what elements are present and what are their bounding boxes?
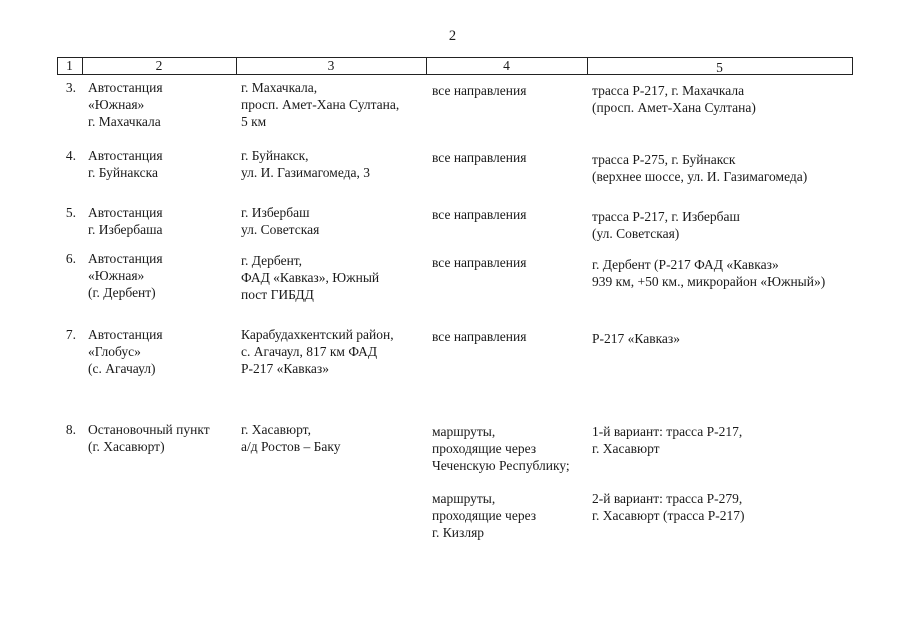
header-cell: 4	[503, 58, 510, 73]
station-name: Остановочный пункт (г. Хасавюрт)	[88, 422, 210, 454]
route-direction: все направления	[432, 207, 527, 222]
row-number: 6.	[65, 251, 76, 266]
station-name: Автостанция «Южная» (г. Дербент)	[88, 251, 163, 300]
route-path: трасса Р-275, г. Буйнакск (верхнее шоссе, ул. И. Газимагомеда)	[592, 152, 808, 184]
page-number: 2	[448, 28, 457, 44]
route-direction: маршруты, проходящие через Чеченскую Республику;	[432, 424, 570, 473]
station-address: г. Дербент, ФАД «Кавказ», Южный пост ГИБДД	[241, 253, 380, 302]
header-cell: 1	[66, 58, 73, 73]
route-path: 1-й вариант: трасса Р-217, г. Хасавюрт	[592, 424, 743, 456]
station-address: г. Избербаш ул. Советская	[241, 205, 320, 237]
row-number: 7.	[65, 327, 76, 342]
route-direction: все направления	[432, 83, 527, 98]
station-address: г. Хасавюрт, а/д Ростов – Баку	[241, 422, 341, 454]
header-cell: 2	[155, 58, 163, 73]
header-cell: 5	[716, 60, 723, 75]
row-number: 5.	[65, 205, 76, 220]
station-address: Карабудахкентский район, с. Агачаул, 817 км ФАД Р-217 «Кавказ»	[241, 327, 394, 376]
station-name: Автостанция г. Избербаша	[88, 205, 163, 237]
station-address: г. Махачкала, просп. Амет-Хана Султана, 5 км	[241, 80, 400, 129]
row-number: 4.	[65, 148, 76, 163]
route-direction: все направления	[432, 329, 527, 344]
route-path: трасса Р-217, г. Избербаш (ул. Советская)	[592, 209, 740, 241]
route-direction: все направления	[432, 150, 527, 165]
row-number: 8.	[65, 422, 76, 437]
station-name: Автостанция г. Буйнакска	[88, 148, 163, 180]
station-address: г. Буйнакск, ул. И. Газимагомеда, 3	[241, 148, 371, 180]
row-number: 3.	[65, 80, 76, 95]
route-direction: все направления	[432, 255, 527, 270]
route-path: 2-й вариант: трасса Р-279, г. Хасавюрт (трасса Р-217)	[592, 491, 745, 523]
station-name: Автостанция «Южная» г. Махачкала	[88, 80, 163, 129]
route-direction: маршруты, проходящие через г. Кизляр	[432, 491, 537, 540]
route-path: г. Дербент (Р-217 ФАД «Кавказ» 939 км, +50 км., микрорайон «Южный»)	[592, 257, 826, 289]
route-path: трасса Р-217, г. Махачкала (просп. Амет-Хана Султана)	[592, 83, 756, 115]
column-divider-5	[852, 57, 853, 75]
station-name: Автостанция «Глобус» (с. Агачаул)	[88, 327, 163, 376]
route-path: Р-217 «Кавказ»	[592, 331, 681, 346]
header-cell: 3	[327, 58, 335, 73]
